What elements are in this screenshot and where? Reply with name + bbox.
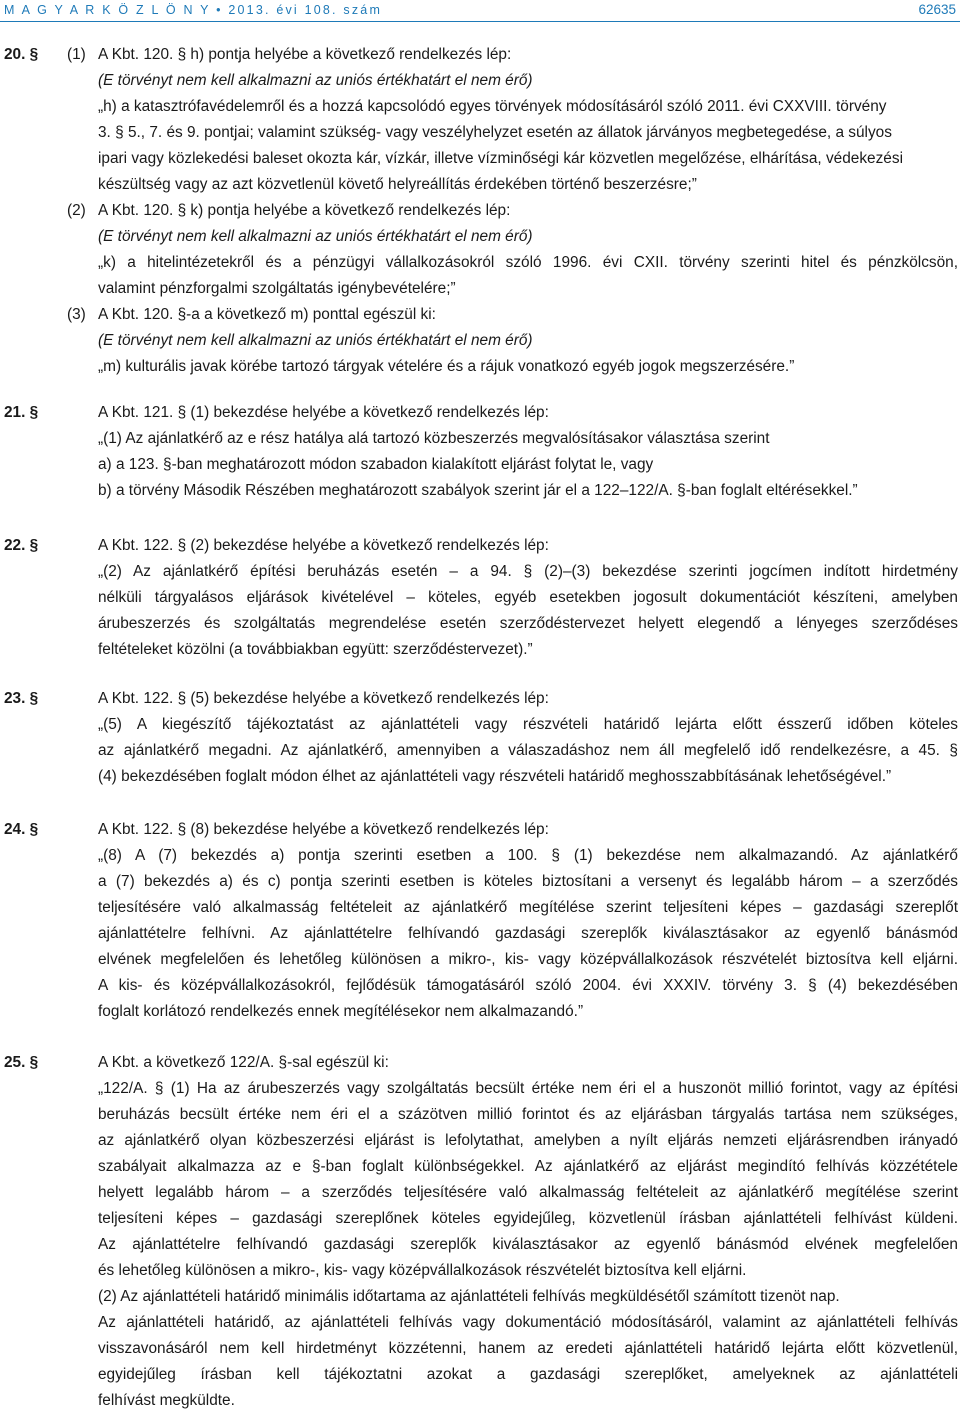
- page-number: 62635: [918, 2, 956, 17]
- amendment-line: felhívást megküldte.: [98, 1392, 235, 1409]
- subsection-2: [67, 198, 958, 302]
- amendment-line: ipari vagy közlekedési baleset okozta kár, vízkár, illetve vízminőségi kár közvetlen megelőzése, elhárítása, védekezési: [98, 150, 903, 167]
- amendment-line: nélküli tárgyalásos eljárások kivételével – köteles, egyéb esetekben jogosult dokumentációt készíteni, amelyben: [98, 589, 958, 606]
- section-intro: A Kbt. a következő 122/A. §-sal egészül ki:: [98, 1054, 389, 1071]
- subsection-intro: A Kbt. 120. § k) pontja helyébe a következő rendelkezés lép:: [98, 202, 511, 219]
- amendment-line: „122/A. § (1) Ha az árubeszerzés vagy szolgáltatás becsült értéke nem éri el a huszonöt millió forintot, vagy az építési: [98, 1080, 958, 1097]
- amendment-line: „(2) Az ajánlatkérő építési beruházás esetén – a 94. § (2)–(3) bekezdése szerinti jogcímen indított hirdetmény: [98, 563, 958, 580]
- subsection-intro: A Kbt. 120. § h) pontja helyébe a következő rendelkezés lép:: [98, 46, 512, 63]
- section-number: 22. §: [4, 537, 39, 554]
- amendment-line: 3. § 5., 7. és 9. pontjai; valamint szükség- vagy veszélyhelyzet esetén az állatok járványos megbetegedése, a súlyos: [98, 124, 892, 141]
- amendment-line: a (7) bekezdés a) és c) pontja szerinti esetben is köteles biztosítani a versenyt és legalább három – a szerződés: [98, 873, 958, 890]
- amendment-line: „k) a hitelintézetekről és a pénzügyi vállalkozásokról szóló 1996. évi CXII. törvény szerinti hitel és pénzkölcsön,: [98, 254, 958, 271]
- amendment-line: a) a 123. §-ban meghatározott módon szabadon kialakított eljárást folytat le, vagy: [98, 456, 654, 473]
- italic-context: (E törvényt nem kell alkalmazni az uniós értékhatárt el nem érő): [98, 72, 533, 89]
- amendment-line: „m) kulturális javak körébe tartozó tárgyak vételére és a rájuk vonatkozó egyéb jogok megszerzésére.”: [98, 358, 795, 375]
- amendment-line: ajánlattételre felhívni. Az ajánlattételre felhívandó gazdasági szereplők kiválasztásakor az egyenlő bánásmód: [98, 925, 958, 942]
- section-intro: A Kbt. 121. § (1) bekezdése helyébe a következő rendelkezés lép:: [98, 404, 549, 421]
- page-header: [0, 0, 960, 22]
- amendment-line: szabályait alkalmazza az e §-ban foglalt különbségekkel. Az ajánlatkérő az eljárást megindító felhívás közzététele: [98, 1158, 958, 1175]
- section-number: 20. §: [4, 46, 39, 63]
- amendment-line: „(8) A (7) bekezdés a) pontja szerinti esetben a 100. § (1) bekezdése nem alkalmazandó. Az ajánlatkérő: [98, 847, 958, 864]
- amendment-line: elvének megfelelően és lehetőleg különösen a mikro-, kis- vagy középvállalkozások részvételét biztosítva kell eljárni.: [98, 951, 958, 968]
- amendment-line: b) a törvény Második Részében meghatározott szabályok szerint jár el a 122–122/A. §-ban foglalt eltérésekkel.”: [98, 482, 858, 499]
- amendment-line: teljesítésére való alkalmasság feltételeit az ajánlatkérő megítélése szerint teljesíteni képes – gazdasági szereplőt: [98, 899, 958, 916]
- amendment-line: „h) a katasztrófavédelemről és a hozzá kapcsolódó egyes törvények módosításáról szóló 2011. évi CXXVIII. törvény: [98, 98, 887, 115]
- amendment-line: valamint pénzforgalmi szolgáltatás igénybevételére;”: [98, 280, 456, 297]
- amendment-line: az ajánlatkérő olyan közbeszerzési eljárást is lefolytathat, amelyben a nyílt eljárás nemzeti eljárásrendben irányadó: [98, 1132, 958, 1149]
- amendment-line: és lehetőleg különösen a mikro-, kis- vagy középvállalkozások részvételét biztosítva kell eljárni.: [98, 1262, 747, 1279]
- subsection-intro: A Kbt. 120. §-a a következő m) ponttal egészül ki:: [98, 306, 436, 323]
- amendment-line: (2) Az ajánlattételi határidő minimális időtartama az ajánlattételi felhívás megküldésétől számított tizenöt nap.: [98, 1288, 840, 1305]
- amendment-line: visszavonásáról nem kell hirdetményt közzétenni, hanem az eredeti ajánlattételi határidő lejárta előtt közvetlenül,: [98, 1340, 958, 1357]
- amendment-line: A kis- és középvállalkozásokról, fejlődésük támogatásáról szóló 2004. évi XXXIV. törvény 3. § (4) bekezdésében: [98, 977, 958, 994]
- section-number: 21. §: [4, 404, 39, 421]
- amendment-line: teljesíteni képes – gazdasági szereplőnek köteles egyidejűleg, közvetlenül írásban ajánlattételi felhívást küldeni.: [98, 1210, 958, 1227]
- subsection-number: (1): [67, 46, 86, 63]
- italic-context: (E törvényt nem kell alkalmazni az uniós értékhatárt el nem érő): [98, 228, 533, 245]
- amendment-line: helyett legalább három – a szerződés teljesítésére való alkalmasság feltételeit az ajánlatkérő megítélése szerint: [98, 1184, 958, 1201]
- amendment-line: beruházás becsült értéke nem éri el a százötven millió forintot és az eljárásban tárgyalás tartása nem szükséges,: [98, 1106, 958, 1123]
- amendment-line: egyidejűleg írásban kell tájékoztatni azokat a gazdasági szereplőket, amelyeknek az ajánlattételi: [98, 1366, 958, 1383]
- italic-context: (E törvényt nem kell alkalmazni az uniós értékhatárt el nem érő): [98, 332, 533, 349]
- amendment-line: „(1) Az ajánlatkérő az e rész hatálya alá tartozó közbeszerzés megvalósításakor választása szerint: [98, 430, 770, 447]
- section-number: 25. §: [4, 1054, 39, 1071]
- subsection-1: [67, 42, 958, 198]
- amendment-line: foglalt korlátozó rendelkezés ennek megítélésekor nem alkalmazandó.”: [98, 1003, 584, 1020]
- amendment-line: „(5) A kiegészítő tájékoztatást az ajánlattételi vagy részvételi határidő lejárta előtt ésszerű időben köteles: [98, 716, 958, 733]
- section-intro: A Kbt. 122. § (5) bekezdése helyébe a következő rendelkezés lép:: [98, 690, 549, 707]
- amendment-line: árubeszerzés és szolgáltatás megrendelése esetén szerződéstervezet helyett elegendő a lényeges szerződéses: [98, 615, 958, 632]
- section-number: 24. §: [4, 821, 39, 838]
- section-intro: A Kbt. 122. § (8) bekezdése helyébe a következő rendelkezés lép:: [98, 821, 549, 838]
- subsection-number: (2): [67, 202, 86, 219]
- amendment-line: Az ajánlattételre felhívandó gazdasági szereplők kiválasztásakor az egyenlő bánásmód elvének megfelelően: [98, 1236, 958, 1253]
- amendment-line: Az ajánlattételi határidő, az ajánlattételi felhívás vagy dokumentáció módosításáról, valamint az ajánlattételi felhívás: [98, 1314, 958, 1331]
- header-rule: [0, 21, 960, 22]
- section-intro: A Kbt. 122. § (2) bekezdése helyébe a következő rendelkezés lép:: [98, 537, 549, 554]
- publication-title: M A G Y A R K Ö Z L Ö N Y • 2013. évi 108. szám: [4, 3, 383, 17]
- amendment-line: az ajánlatkérő megadni. Az ajánlatkérő, amennyiben a válaszadáshoz nem áll megfelelő idő rendelkezésre, a 45. §: [98, 742, 958, 759]
- section-number: 23. §: [4, 690, 39, 707]
- amendment-line: feltételeket közölni (a továbbiakban együtt: szerződéstervezet).”: [98, 641, 533, 658]
- subsection-3: [67, 302, 958, 380]
- subsection-number: (3): [67, 306, 86, 323]
- amendment-line: készültség vagy az azt közvetlenül követő helyreállítás érdekében történő beszerzésre;”: [98, 176, 697, 193]
- amendment-line: (4) bekezdésében foglalt módon élhet az ajánlattételi vagy részvételi határidő meghosszabbításának lehetőségével.”: [98, 768, 892, 785]
